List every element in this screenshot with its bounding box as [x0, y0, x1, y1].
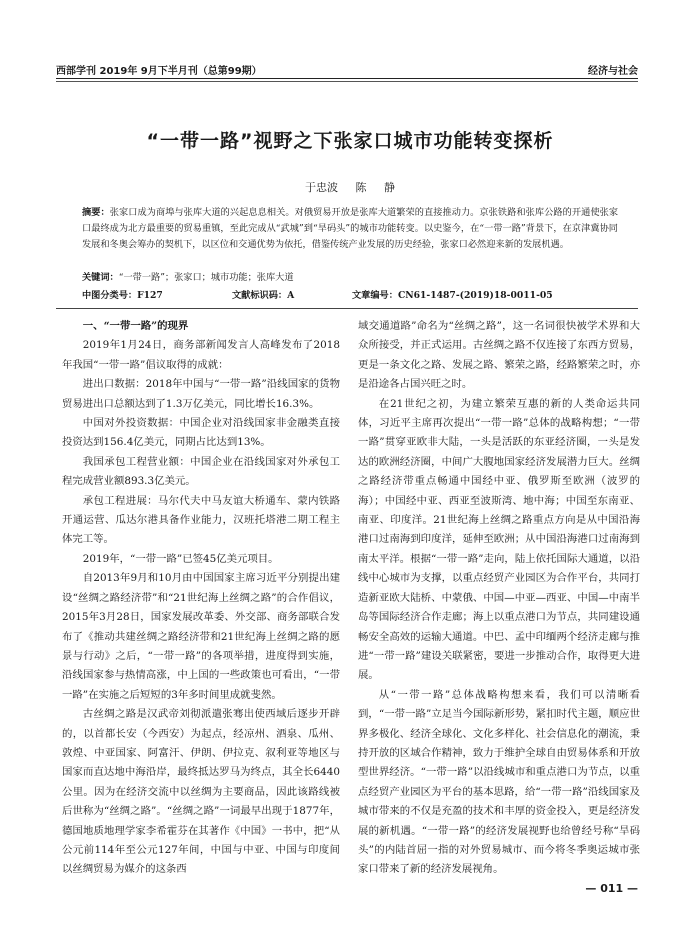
article-number: 文章编号：CN61-1487-(2019)18-0011-05	[352, 290, 553, 301]
article-title: “一带一路”视野之下张家口城市功能转变探析	[146, 130, 554, 152]
right-column	[358, 317, 640, 880]
cls-number: 中图分类号：F127	[82, 290, 163, 301]
abstract-label: 摘要：	[82, 207, 110, 218]
paragraph: 在21世纪之初，为建立繁荣互惠的新的人类命运共同体，习近平主席再次提出“一带一路”总体的战略构想；“一带一路”贯穿亚欧非大陆，一头是活跃的东亚经济圈，一头是发达的欧洲经济圈，中间广大腹地国家经济发展潜力巨大。丝绸之路经济带重点畅通中国经中亚、俄罗斯至欧洲（波罗的海）；中国经中亚、西亚至波斯湾、地中海；中国至东南亚、南亚、印度洋。21世纪海上丝绸之路重点方向是从中国沿海港口过南海到印度洋，延伸至欧洲；从中国沿海港口过南海到南太平洋。根据“一带一路”走向，陆上依托国际大通道，以沿线中心城市为支撑，以重点经贸产业园区为合作平台，共同打造新亚欧大陆桥、中蒙俄、中国—中亚—西亚、中国—中南半岛等国际经济合作走廊；海上以重点港口为节点，共同建设通畅安全高效的运输大通道。中巴、孟中印缅两个经济走廊与推进“一带一路”建设关联紧密，要进一步推动合作，取得更大进展。	[358, 397, 640, 682]
left-column	[62, 317, 340, 880]
article-authors: 于忠波 陈 静	[305, 181, 395, 194]
section-name: 经济与社会	[588, 66, 638, 77]
paragraph: 我国承包工程营业额：中国企业在沿线国家对外承包工程完成营业额893.3亿美元。	[62, 455, 340, 488]
paragraph: 进出口数据：2018年中国与“一带一路”沿线国家的货物贸易进出口总额达到了1.3万亿美元，同比增长16.3%。	[62, 378, 340, 410]
running-header	[56, 58, 638, 78]
paragraph: 古丝绸之路是汉武帝刘彻派遣张骞出使西域后逐步开辟的，以首都长安（今西安）为起点，经凉州、酒泉、瓜州、敦煌、中亚国家、阿富汗、伊朗、伊拉克、叙利亚等地区与国家而直达地中海沿岸，最终抵达罗马为终点，其全长6440公里。因为在经济交流中以丝绸为主要商品，因此该路线被后世称为“丝绸之路”。“丝绸之路”一词最早出现于1877年，德国地质地理学家李希霍芬在其著作《中国》一书中，把“从公元前114年至公元127年间，中国与中亚、中国与印度间以丝绸贸易为媒介的这条西	[62, 708, 340, 876]
journal-info: 西部学刊 2019年 9月下半月刊（总第99期）	[56, 66, 262, 77]
page-number: — 011 —	[585, 882, 638, 895]
keywords-label: 关键词：	[82, 272, 119, 283]
abstract	[82, 205, 618, 253]
paragraph: 2019年1月24日，商务部新闻发言人高峰发布了2018年我国“一带一路”倡议取得的成就：	[62, 339, 340, 371]
paragraph: 承包工程进展：马尔代夫中马友谊大桥通车、蒙内铁路开通运营、瓜达尔港具备作业能力，汉班托塔港二期工程主体完工等。	[62, 494, 340, 546]
paragraph: 从“一带一路”总体战略构想来看，我们可以清晰看到，“一带一路”立足当今国际新形势，紧扣时代主题，顺应世界多极化、经济全球化、文化多样化、社会信息化的潮流，秉持开放的区域合作精神，致力于维护全球自由贸易体系和开放型世界经济。“一带一路”以沿线城市和重点港口为节点，以重点经贸产业园区为平台的基本思路，给“一带一路”沿线国家及城市带来的不仅是充盈的技术和丰厚的资金投入，更是经济发展的新机遇。“一带一路”的经济发展视野也给曾经号称“旱码头”的内陆首屈一指的对外贸易城市、而今将冬季奥运城市张家口带来了新的经济发展视角。	[358, 688, 640, 876]
abstract-rule	[56, 308, 638, 309]
keywords	[82, 270, 618, 285]
doc-code: 文献标识码：A	[232, 290, 295, 301]
paragraph: 自2013年9月和10月由中国国家主席习近平分别提出建设“丝绸之路经济带”和“21世纪海上丝绸之路”的合作倡议，2015年3月28日，国家发展改革委、外交部、商务部联合发布了《推动共建丝绸之路经济带和21世纪海上丝绸之路的愿景与行动》之后，“一带一路”的各项举措，进度得到实施，沿线国家参与热情高涨，中上国的一些政策也可看出，“一带一路”在实施之后短短的3年多时间里成就斐然。	[62, 572, 340, 701]
abstract-text: 张家口成为商埠与张库大道的兴起息息相关。对俄贸易开放是张库大道繁荣的直接推动力。京张铁路和张库公路的开通使张家口最终成为北方最重要的贸易重镇，至此完成从“武城”到“旱码头”的城市功能转变。以史鉴今，在“一带一路”背景下，在京津冀协同发展和冬奥会筹办的契机下，以区位和交通优势为依托，借鉴传统产业发展的历史经验，张家口必然迎来新的发展机遇。	[82, 207, 619, 250]
paragraph: 域交通道路”命名为“丝绸之路”，这一名词很快被学术界和大众所接受，并正式运用。古丝绸之路不仅连接了东西方贸易，更是一条文化之路、发展之路、繁荣之路，经路繁荣之时，亦是沿途各占国兴旺之时。	[358, 320, 640, 391]
paragraph: 中国对外投资数据：中国企业对沿线国家非金融类直接投资达到156.4亿美元，同期占比达到13%。	[62, 417, 340, 449]
keywords-text: “一带一路”；张家口；城市功能；张库大道	[118, 272, 294, 283]
section-heading: 一、“一带一路”的现界	[82, 320, 189, 332]
paragraph: 2019年，“一带一路”已签45亿美元项目。	[82, 552, 279, 565]
header-rule-thin	[56, 81, 638, 82]
header-rule	[56, 78, 638, 79]
